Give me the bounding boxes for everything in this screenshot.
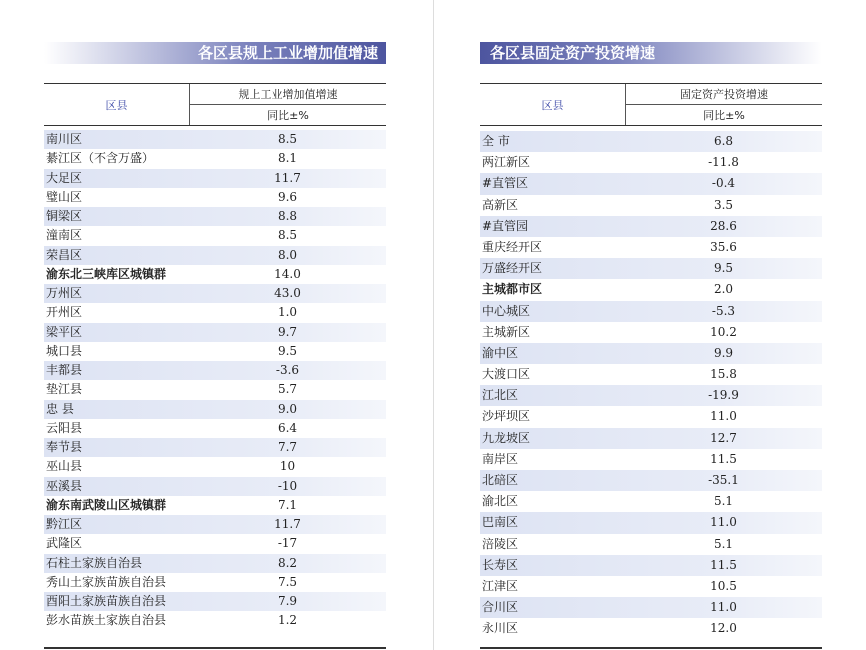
growth-value-cell: 35.6	[710, 239, 737, 254]
region-name-cell: 全 市	[482, 134, 510, 148]
region-name-cell: 铜梁区	[46, 209, 83, 223]
growth-value-cell: 6.4	[277, 420, 298, 435]
growth-value-cell: 12.7	[710, 430, 737, 445]
table-row	[480, 449, 822, 470]
growth-value-cell: 7.7	[277, 440, 298, 454]
region-name-cell: 荣昌区	[46, 247, 83, 262]
region-name-cell: 大足区	[46, 170, 83, 185]
growth-value-cell: 9.5	[713, 261, 734, 276]
growth-value-cell: 11.5	[710, 557, 737, 572]
growth-value-cell: 10.5	[710, 578, 737, 593]
table-row	[44, 554, 386, 573]
table-row	[480, 343, 822, 364]
table-row	[44, 188, 386, 207]
growth-value-cell: 14.0	[274, 266, 301, 281]
growth-value-cell: 11.7	[274, 517, 301, 531]
region-name-cell: 武隆区	[46, 536, 83, 551]
table-row	[480, 512, 822, 533]
region-name-cell: 主城新区	[482, 324, 531, 339]
region-name-cell: 江北区	[482, 388, 519, 403]
region-column-header: 区县	[105, 98, 128, 112]
table-row	[480, 576, 822, 597]
growth-value-cell: 8.8	[277, 209, 298, 223]
region-name-cell: 酉阳土家族苗族自治县	[46, 594, 167, 608]
table-row	[480, 322, 822, 343]
growth-value-cell: -17	[277, 536, 298, 551]
region-name-cell: 沙坪坝区	[482, 409, 531, 424]
table-row	[480, 364, 822, 385]
table-row	[480, 216, 822, 237]
yoy-subheader: 同比±%	[625, 105, 822, 125]
region-name-cell: 梁平区	[46, 324, 83, 339]
region-name-cell: 忠 县	[46, 401, 74, 416]
region-name-cell: 綦江区（不含万盛）	[46, 151, 155, 166]
table-row	[44, 496, 386, 515]
table-row	[44, 361, 386, 380]
region-name-cell: 石柱土家族自治县	[46, 555, 143, 570]
region-name-cell: 奉节县	[46, 440, 83, 454]
table-row	[44, 246, 386, 265]
table-row	[480, 555, 822, 576]
growth-value-cell: 11.7	[274, 170, 301, 185]
growth-value-cell: 8.5	[277, 132, 298, 146]
region-name-cell: 重庆经开区	[482, 239, 543, 254]
region-name-cell: 渝中区	[482, 345, 519, 360]
table-row	[480, 152, 822, 173]
growth-value-cell: -19.9	[708, 388, 739, 403]
region-name-cell: 云阳县	[46, 420, 83, 435]
table-row	[480, 258, 822, 279]
growth-value-cell: 10.2	[710, 324, 737, 339]
region-name-cell: 秀山土家族苗族自治县	[46, 574, 167, 589]
table-row	[44, 380, 386, 399]
growth-value-cell: 9.0	[277, 401, 298, 416]
region-name-cell: 南川区	[46, 132, 83, 146]
table-row	[480, 618, 822, 639]
growth-value-cell: 5.1	[713, 536, 734, 551]
growth-value-cell: 1.0	[277, 305, 298, 320]
growth-value-cell: -5.3	[711, 303, 736, 318]
table-row	[44, 342, 386, 361]
growth-value-cell: 12.0	[710, 621, 737, 636]
table-row	[480, 597, 822, 618]
table-row	[480, 534, 822, 555]
growth-value-cell: 15.8	[710, 367, 737, 382]
growth-value-cell: -35.1	[708, 473, 739, 487]
table-row	[480, 491, 822, 512]
growth-value-cell: 6.8	[713, 134, 734, 148]
growth-value-cell: 11.5	[710, 451, 737, 466]
table-row	[44, 592, 386, 611]
region-name-cell: 潼南区	[46, 228, 83, 243]
growth-value-cell: 1.2	[277, 613, 298, 628]
growth-value-cell: 11.0	[710, 409, 737, 424]
growth-value-cell: 7.5	[277, 574, 298, 589]
region-name-cell: 合川区	[482, 600, 519, 615]
table-row	[44, 284, 386, 303]
growth-value-cell: 2.0	[713, 282, 734, 297]
region-name-cell: 渝东北三峡库区城镇群	[46, 266, 167, 281]
table-row	[480, 385, 822, 406]
growth-value-cell: 9.7	[277, 324, 298, 339]
growth-value-cell: 28.6	[710, 218, 737, 233]
growth-value-cell: 9.5	[277, 343, 298, 358]
table-row	[44, 573, 386, 592]
table-row	[44, 419, 386, 438]
region-name-cell: 城口县	[46, 343, 83, 358]
table-row	[44, 303, 386, 322]
table-row	[44, 477, 386, 496]
table-bottom-rule	[44, 647, 386, 649]
region-name-cell: 万盛经开区	[482, 261, 543, 276]
growth-value-cell: -10	[277, 478, 298, 493]
growth-value-cell: 10	[279, 459, 296, 474]
table-row	[44, 169, 386, 188]
region-name-cell: 北碚区	[482, 473, 519, 487]
region-name-cell: 高新区	[482, 197, 519, 212]
table-row	[44, 438, 386, 457]
region-name-cell: 万州区	[46, 286, 83, 300]
table-row	[44, 149, 386, 168]
table-row	[44, 323, 386, 342]
growth-value-cell: 5.7	[277, 382, 298, 397]
growth-value-cell: 3.5	[713, 197, 734, 212]
table-bottom-rule	[480, 647, 822, 649]
table-row	[480, 237, 822, 258]
region-name-cell: 巴南区	[482, 515, 519, 530]
yoy-subheader: 同比±%	[189, 105, 386, 125]
table-row	[44, 207, 386, 226]
metric-column-header: 规上工业增加值增速	[189, 84, 386, 105]
table-row	[480, 406, 822, 427]
industrial-growth-title: 各区县规上工业增加值增速	[44, 42, 386, 64]
region-name-cell: 江津区	[482, 578, 519, 593]
growth-value-cell: 8.2	[277, 555, 298, 570]
table-row	[44, 226, 386, 245]
investment-growth-title: 各区县固定资产投资增速	[480, 42, 822, 64]
region-name-cell: #直管园	[482, 218, 529, 233]
table-row	[44, 515, 386, 534]
region-name-cell: 开州区	[46, 305, 83, 320]
table-row	[480, 131, 822, 152]
growth-value-cell: 8.5	[277, 228, 298, 243]
growth-value-cell: 8.0	[277, 247, 298, 262]
region-name-cell: 璧山区	[46, 189, 83, 204]
growth-value-cell: -0.4	[711, 176, 736, 191]
region-name-cell: 涪陵区	[482, 536, 519, 551]
region-name-cell: 渝东南武陵山区城镇群	[46, 497, 167, 512]
region-name-cell: 丰都县	[46, 363, 83, 377]
growth-value-cell: 43.0	[274, 286, 301, 300]
region-name-cell: 渝北区	[482, 494, 519, 509]
growth-value-cell: 7.1	[277, 497, 298, 512]
region-name-cell: 垫江县	[46, 382, 83, 397]
growth-value-cell: 9.9	[713, 345, 734, 360]
region-name-cell: 黔江区	[46, 517, 83, 531]
growth-value-cell: 11.0	[710, 600, 737, 615]
investment-table-header	[480, 83, 822, 126]
region-name-cell: 彭水苗族土家族自治县	[46, 613, 167, 628]
table-row	[44, 534, 386, 553]
industrial-table-header	[44, 83, 386, 126]
region-name-cell: 永川区	[482, 621, 519, 636]
region-name-cell: 长寿区	[482, 557, 519, 572]
region-name-cell: 大渡口区	[482, 367, 531, 382]
region-name-cell: 中心城区	[482, 303, 531, 318]
region-name-cell: 九龙坡区	[482, 430, 531, 445]
region-name-cell: 两江新区	[482, 155, 531, 170]
table-row	[44, 400, 386, 419]
table-row	[480, 428, 822, 449]
table-row	[480, 279, 822, 300]
table-row	[44, 457, 386, 476]
table-row	[44, 130, 386, 149]
region-name-cell: 主城都市区	[482, 282, 543, 297]
growth-value-cell: -3.6	[275, 363, 300, 377]
region-name-cell: #直管区	[482, 176, 529, 191]
region-name-cell: 巫山县	[46, 459, 83, 474]
region-column-header: 区县	[541, 98, 564, 112]
table-row	[480, 301, 822, 322]
table-row	[480, 173, 822, 194]
growth-value-cell: 9.6	[277, 189, 298, 204]
region-name-cell: 巫溪县	[46, 478, 83, 493]
growth-value-cell: 7.9	[277, 594, 298, 608]
growth-value-cell: 8.1	[277, 151, 298, 166]
investment-table-body	[480, 131, 822, 640]
industrial-table-body	[44, 130, 386, 631]
table-row	[480, 195, 822, 216]
metric-column-header: 固定资产投资增速	[625, 84, 822, 105]
growth-value-cell: 5.1	[713, 494, 734, 509]
table-row	[480, 470, 822, 491]
growth-value-cell: 11.0	[710, 515, 737, 530]
growth-value-cell: -11.8	[708, 155, 739, 170]
region-name-cell: 南岸区	[482, 451, 519, 466]
table-row	[44, 265, 386, 284]
table-row	[44, 611, 386, 630]
page-fold-divider	[433, 0, 434, 650]
